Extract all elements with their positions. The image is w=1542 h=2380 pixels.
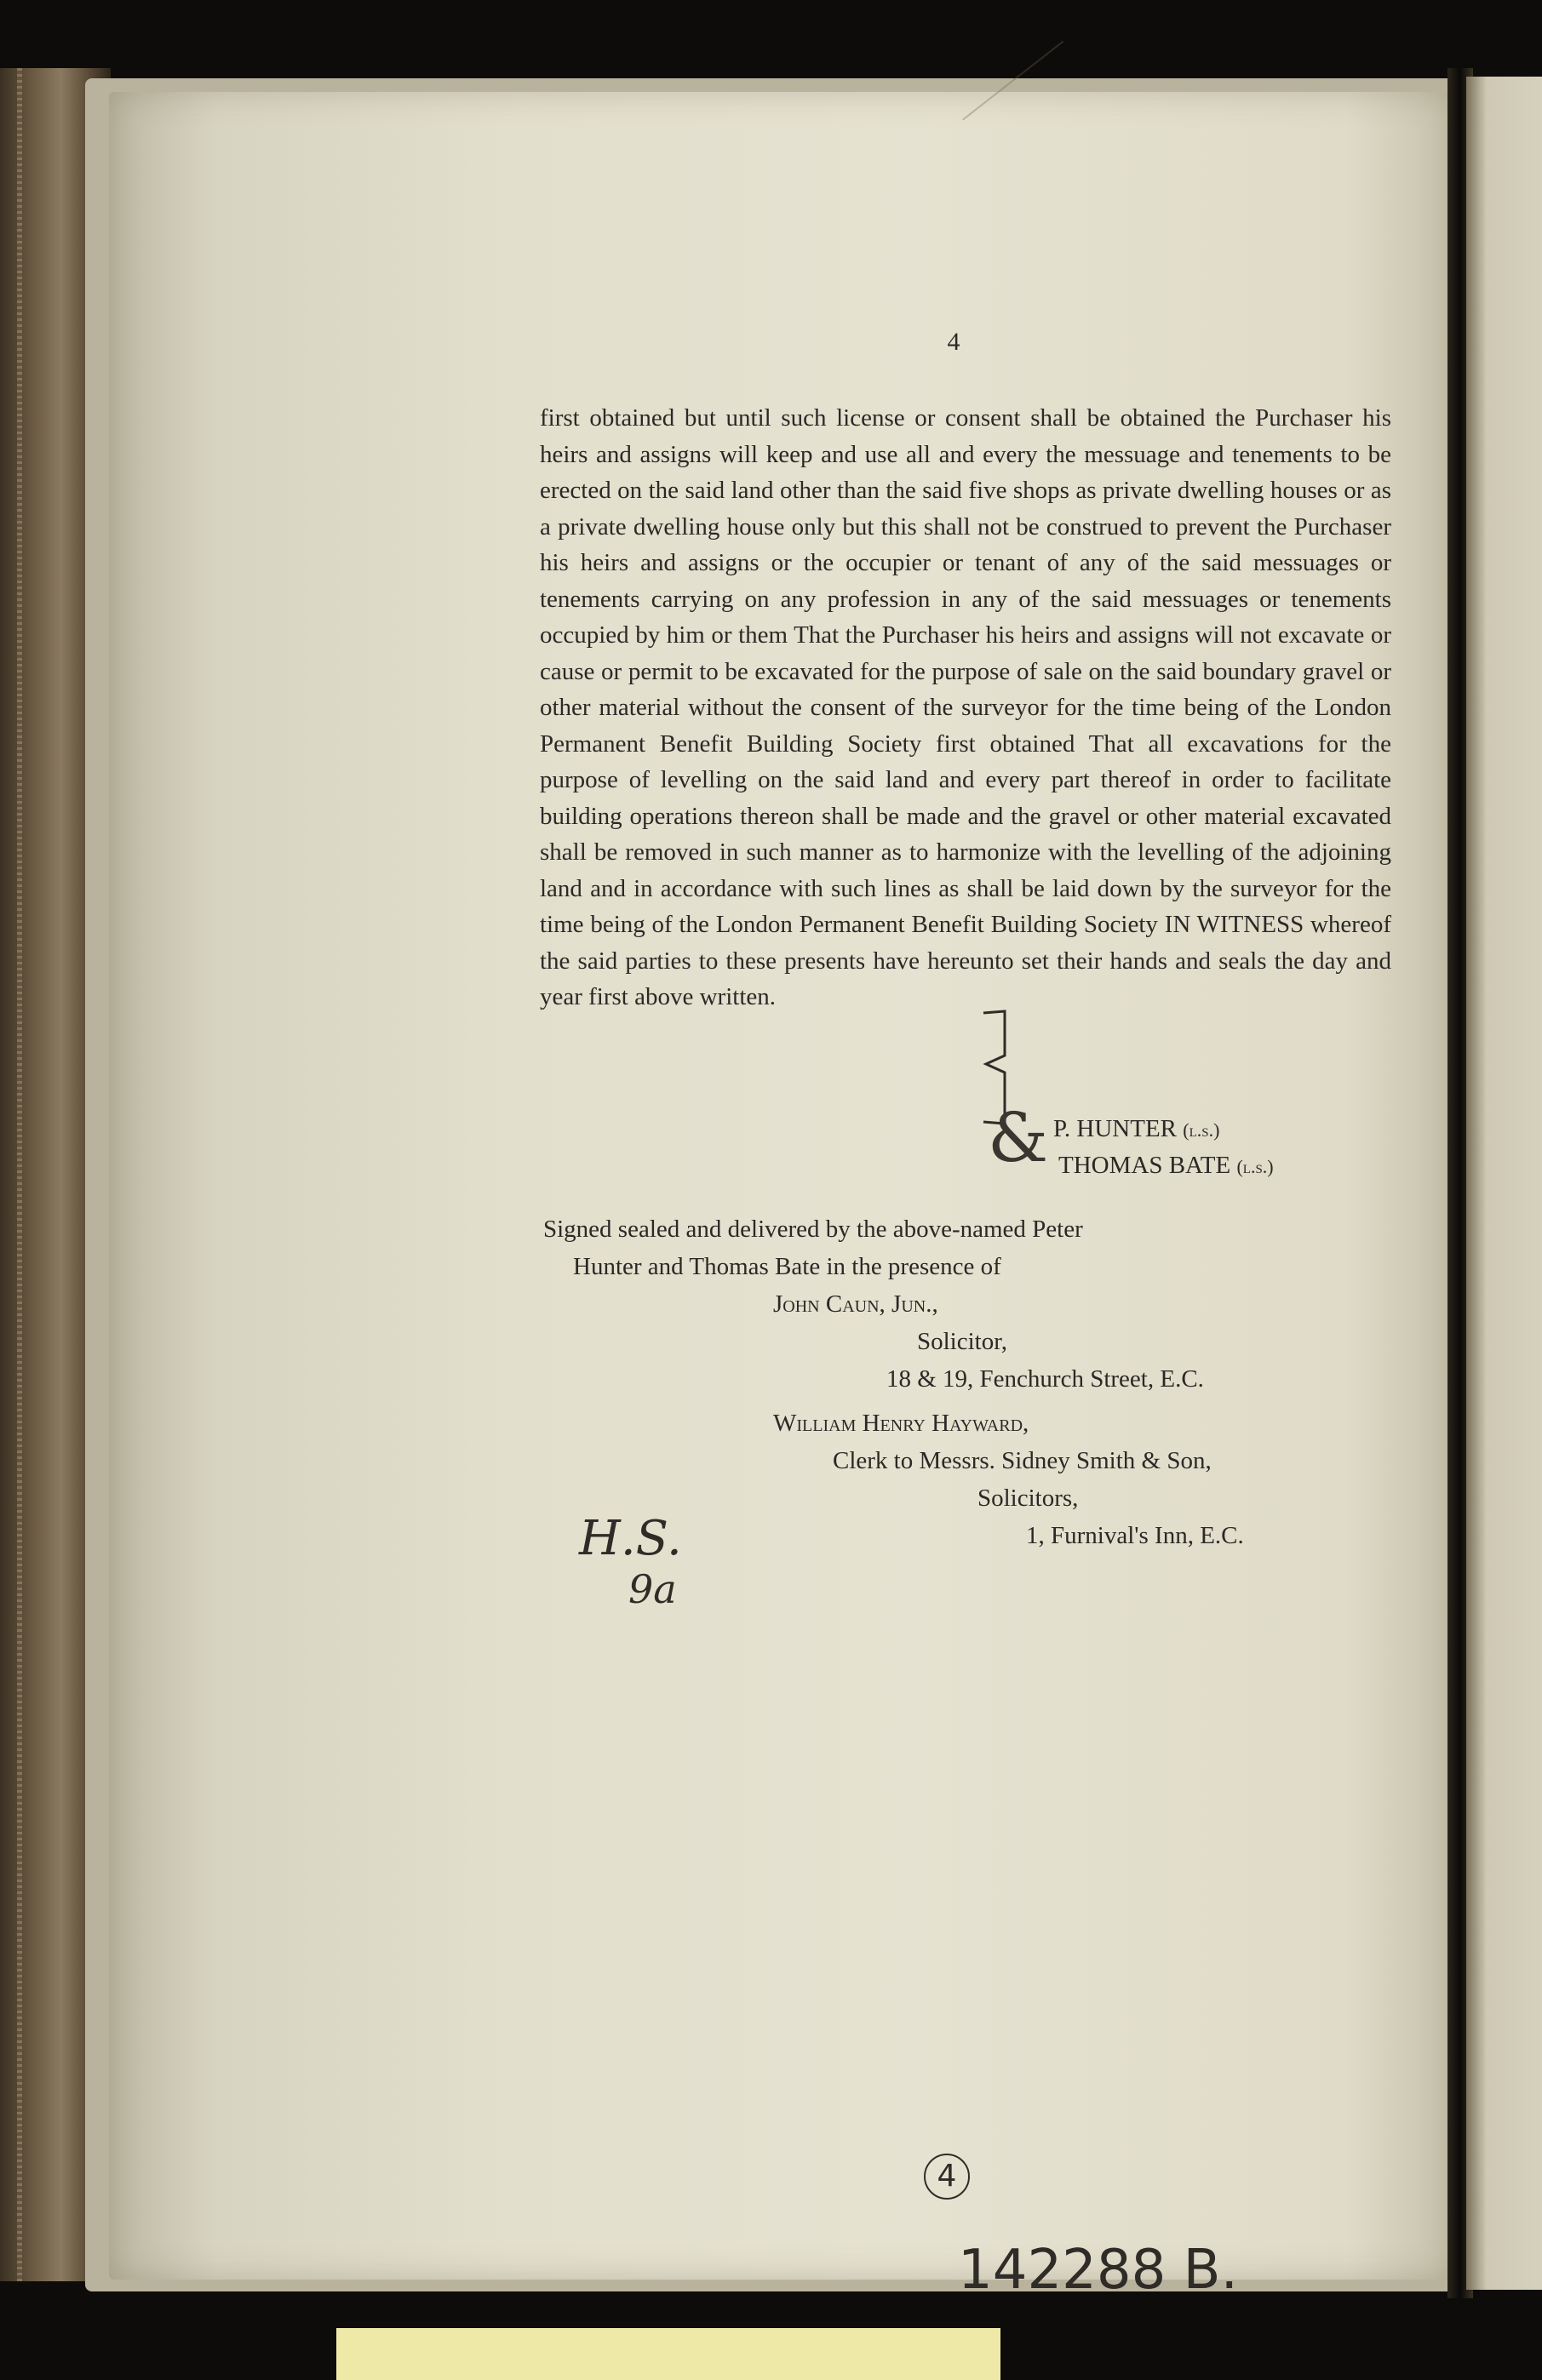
page-number: 4 (947, 328, 960, 356)
witness-1-address: 18 & 19, Fenchurch Street, E.C. (886, 1365, 1204, 1393)
signature-hunter (1053, 1115, 1219, 1143)
handwritten-initials-sub: 9a (628, 1566, 677, 1612)
signature-bate (1058, 1152, 1274, 1180)
handwritten-reference-number: 142288 B. (958, 2239, 1238, 2302)
facing-page-edge (1466, 77, 1542, 2290)
attestation-line-1: Signed sealed and delivered by the above-named Peter (543, 1216, 1083, 1243)
witness-1-name: John Caun, Jun., (773, 1290, 938, 1318)
signatory-name: P. HUNTER (1053, 1115, 1178, 1142)
witness-2-role-2: Solicitors, (977, 1485, 1079, 1512)
circled-page-number: 4 (924, 2154, 970, 2200)
handwritten-initials: H.S. (579, 1511, 682, 1566)
attestation-line-2: Hunter and Thomas Bate in the presence of (573, 1253, 1001, 1280)
bookmark-tab (336, 2328, 1000, 2380)
witness-1-role: Solicitor, (917, 1328, 1007, 1355)
handwritten-ampersand-mark: & (988, 1098, 1049, 1177)
deed-paragraph: first obtained but until such license or consent shall be obtained the Purchaser his heirs and assigns will keep and use all and every the messuage and tenements to be erected on the said land other than the said five shops as private dwelling houses or as a private dwelling house only but this shall not be construed to prevent the Purchaser his heirs and assigns or the occupier or tenant of any of the said messuages or tenements carrying on any profession in any of the said messuages or tenements occupied by him or them That the Purchaser his heirs and assigns will not excavate or cause or permit to be excavated for the purpose of sale on the said boundary gravel or other material without the consent of the surveyor for the time being of the London Permanent Benefit Building Society first obtained That all excavations for the purpose of levelling on the said land and every part thereof in order to facilitate building operations thereon shall be made and the gravel or other material excavated shall be removed in such manner as to harmonize with the levelling of the adjoining land and in accordance with such lines as shall be laid down by the surveyor for the time being of the London Permanent Benefit Building Society IN WITNESS whereof the said parties to these presents have hereunto set their hands and seals the day and year first above written. (540, 404, 1391, 1010)
witness-2-address: 1, Furnival's Inn, E.C. (1026, 1522, 1244, 1549)
deed-body-text (540, 400, 1391, 1016)
witness-2-name: William Henry Hayward, (773, 1410, 1029, 1437)
witness-2-role: Clerk to Messrs. Sidney Smith & Son, (833, 1447, 1212, 1474)
seal-mark: (l.s.) (1183, 1119, 1220, 1141)
seal-mark: (l.s.) (1236, 1156, 1274, 1177)
signatory-name: THOMAS BATE (1058, 1152, 1231, 1179)
